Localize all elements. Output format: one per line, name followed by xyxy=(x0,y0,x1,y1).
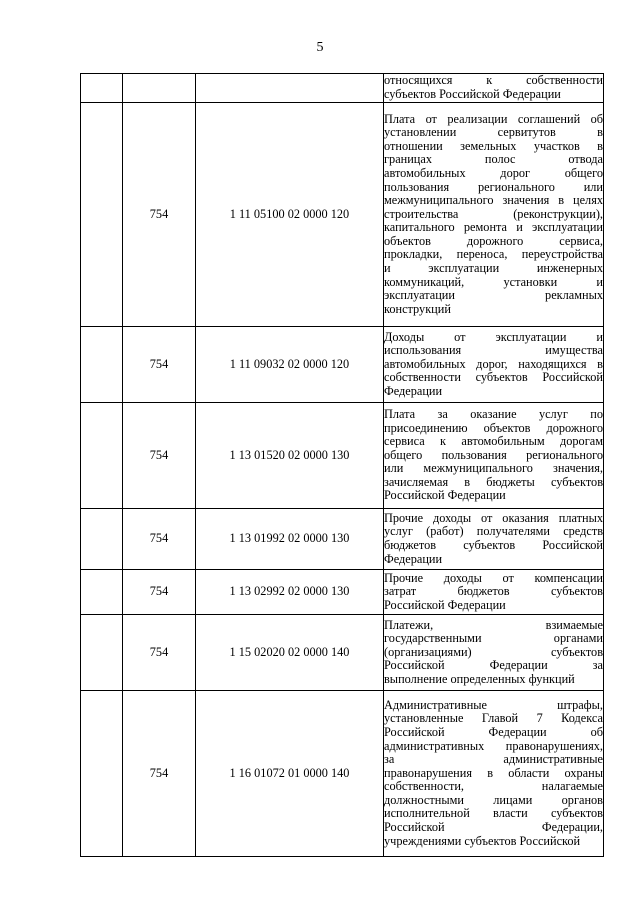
description-line: присоединению объектов дорожного xyxy=(384,420,603,435)
description-line: Российской Федерации за xyxy=(384,658,603,673)
description-line: коммуникаций, установки и xyxy=(384,274,603,289)
description-line: субъектов Российской Федерации xyxy=(384,87,561,101)
table-row xyxy=(81,74,604,103)
description-line: административных правонарушениях, xyxy=(384,738,603,753)
description-line: межмуниципального значения в целях xyxy=(384,193,603,208)
revenue-code-cell: 1 13 01520 02 0000 130 xyxy=(196,403,384,509)
table-row xyxy=(81,327,604,403)
table-body xyxy=(81,74,604,857)
description-cell xyxy=(384,403,604,509)
description-cell xyxy=(384,74,604,103)
description-line: исполнительной власти субъектов xyxy=(384,806,603,821)
empty-cell xyxy=(81,509,123,570)
description-line: затрат бюджетов субъектов xyxy=(384,584,603,599)
empty-cell xyxy=(81,691,123,857)
description-line: конструкций xyxy=(384,301,451,316)
description-line: должностными лицами органов xyxy=(384,792,603,807)
description-line: Плата от реализации соглашений об xyxy=(384,111,603,126)
admin-code-cell: 754 xyxy=(123,570,196,615)
description-line: общего пользования регионального xyxy=(384,447,603,462)
description-line: использования имущества xyxy=(384,343,603,358)
description-line: Административные штрафы, xyxy=(384,697,603,712)
description-line: услуг (работ) получателями средств xyxy=(384,524,603,539)
description-line: Прочие доходы от оказания платных xyxy=(384,510,603,525)
description-line: Российской Федерации об xyxy=(384,724,603,739)
description-line: сервиса к автомобильным дорогам xyxy=(384,434,603,449)
description-line: Плата за оказание услуг по xyxy=(384,406,603,421)
description-line: Доходы от эксплуатации и xyxy=(384,329,603,344)
description-line: капитального ремонта и эксплуатации xyxy=(384,220,603,235)
revenue-code-cell: 1 11 09032 02 0000 120 xyxy=(196,327,384,403)
description-line: собственности субъектов Российской xyxy=(384,370,603,385)
description-line: эксплуатации рекламных xyxy=(384,288,603,303)
revenue-code-cell: 1 16 01072 01 0000 140 xyxy=(196,691,384,857)
description-cell xyxy=(384,691,604,857)
description-line: правонарушения в области охраны xyxy=(384,765,603,780)
empty-cell xyxy=(81,403,123,509)
revenue-code-cell: 1 13 01992 02 0000 130 xyxy=(196,509,384,570)
description-line: отношении земельных участков в xyxy=(384,138,603,153)
description-line: строительства (реконструкции), xyxy=(384,206,603,221)
description-cell xyxy=(384,570,604,615)
description-line: Федерации xyxy=(384,383,443,398)
description-line: или межмуниципального значения, xyxy=(384,461,603,476)
empty-cell xyxy=(81,74,123,103)
table-row xyxy=(81,615,604,691)
admin-code-cell xyxy=(123,74,196,103)
empty-cell xyxy=(81,615,123,691)
table-row xyxy=(81,509,604,570)
admin-code-cell: 754 xyxy=(123,327,196,403)
description-line: прокладки, переноса, переустройства xyxy=(384,247,603,262)
description-line: Прочие доходы от компенсации xyxy=(384,570,603,585)
income-codes-table xyxy=(80,73,604,857)
revenue-code-cell xyxy=(196,74,384,103)
description-line: бюджетов субъектов Российской xyxy=(384,538,603,552)
empty-cell xyxy=(81,327,123,403)
page-number: 5 xyxy=(316,40,324,55)
revenue-code-cell: 1 11 05100 02 0000 120 xyxy=(196,103,384,327)
revenue-code-cell: 1 15 02020 02 0000 140 xyxy=(196,615,384,691)
table-row xyxy=(81,103,604,327)
description-line: за административные xyxy=(384,752,603,767)
description-cell xyxy=(384,103,604,327)
admin-code-cell: 754 xyxy=(123,691,196,857)
description-line: Российской Федерации xyxy=(384,488,506,503)
description-cell xyxy=(384,615,604,691)
admin-code-cell: 754 xyxy=(123,103,196,327)
description-line: автомобильных дорог, находящихся в xyxy=(384,356,603,371)
description-line: собственности, налагаемые xyxy=(384,779,603,794)
description-line: Российской Федерации xyxy=(384,597,506,612)
description-line: объектов дорожного сервиса, xyxy=(384,233,603,248)
description-cell xyxy=(384,509,604,570)
description-line: Российской Федерации, xyxy=(384,820,603,835)
description-line: Платежи, взимаемые xyxy=(384,617,603,632)
description-line: государственными органами xyxy=(384,631,603,646)
description-line: установленные Главой 7 Кодекса xyxy=(384,711,603,726)
table-row xyxy=(81,691,604,857)
admin-code-cell: 754 xyxy=(123,403,196,509)
description-line: Федерации xyxy=(384,551,443,566)
empty-cell xyxy=(81,103,123,327)
description-line: автомобильных дорог общего xyxy=(384,165,603,180)
description-line: и эксплуатации инженерных xyxy=(384,261,603,276)
description-line: выполнение определенных функций xyxy=(384,671,575,686)
table-row xyxy=(81,570,604,615)
description-line: относящихся к собственности xyxy=(384,73,603,88)
empty-cell xyxy=(81,570,123,615)
revenue-code-cell: 1 13 02992 02 0000 130 xyxy=(196,570,384,615)
description-line: установлении сервитутов в xyxy=(384,125,603,140)
description-line: границах полос отвода xyxy=(384,152,603,167)
description-line: пользования регионального или xyxy=(384,179,603,194)
description-line: учреждениями субъектов Российской xyxy=(384,833,581,848)
description-line: (организациями) субъектов xyxy=(384,644,603,659)
description-cell xyxy=(384,327,604,403)
admin-code-cell: 754 xyxy=(123,615,196,691)
table-row xyxy=(81,403,604,509)
admin-code-cell: 754 xyxy=(123,509,196,570)
description-line: зачисляемая в бюджеты субъектов xyxy=(384,474,603,489)
